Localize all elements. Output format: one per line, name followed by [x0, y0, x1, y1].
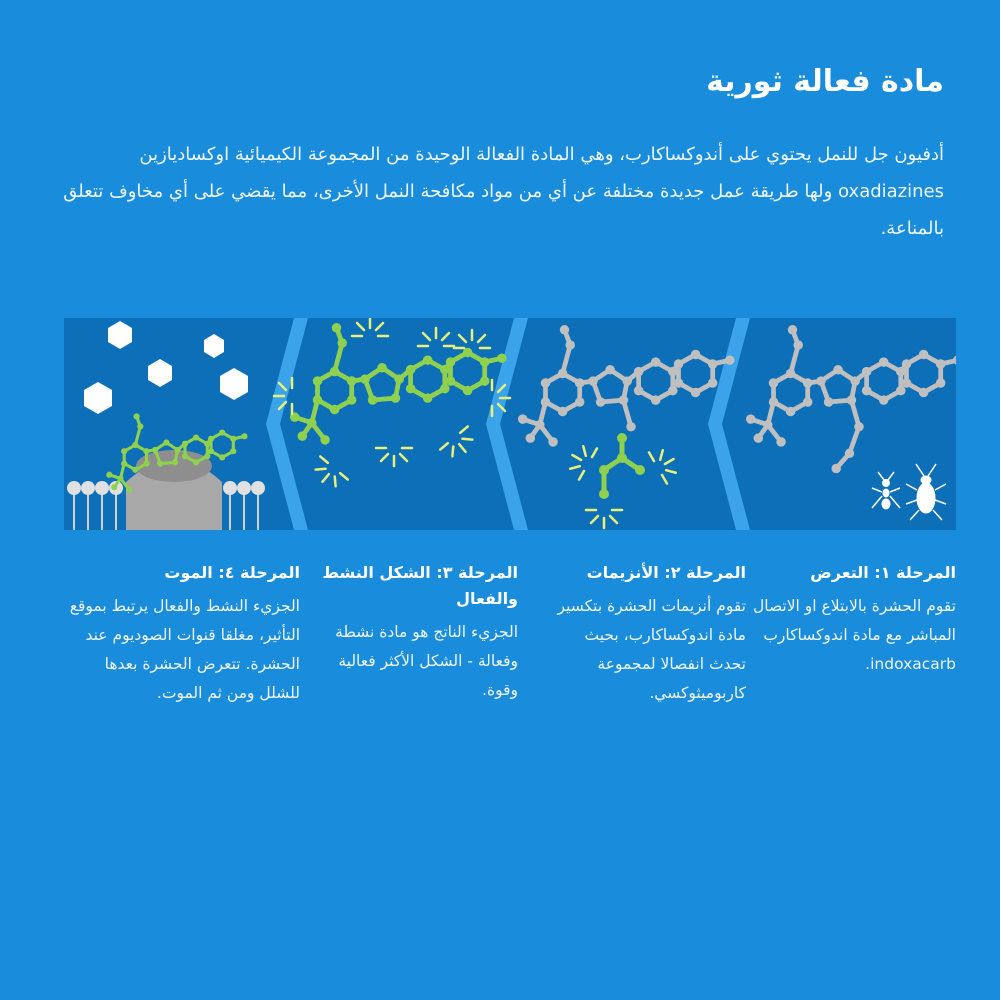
- stage-3-text: الجزيء الناتج هو مادة نشطة وفعالة - الشكل الأكثر فعالية وقوة.: [335, 623, 518, 699]
- stages-svg: [64, 318, 956, 530]
- stage-4-title: المرحلة ٤: الموت: [164, 563, 300, 582]
- stage-3-caption: [313, 560, 518, 705]
- stage-1-text: تقوم الحشرة بالابتلاع او الاتصال المباشر مع مادة اندوكساكارب indoxacarb.: [752, 597, 956, 673]
- page-title: مادة فعالة ثورية: [706, 64, 944, 99]
- stage-2-text: تقوم أنزيمات الحشرة بتكسير مادة اندوكساكارب، بحيث تحدث انفصالا لمجموعة كاربوميثوكسي.: [557, 597, 746, 702]
- stage-3-title: المرحلة ٣: الشكل النشط والفعال: [322, 563, 518, 608]
- stage-captions: [64, 560, 956, 760]
- stages-illustration: [64, 318, 956, 530]
- intro-paragraph: أدفيون جل للنمل يحتوي على أندوكساكارب، وهي المادة الفعالة الوحيدة من المجموعة الكيميائية اوكساديازين oxadiazines ولها طريقة عمل جديدة مختلفة عن أي من مواد مكافحة النمل الأخرى، مما يقضي على أي مخاوف تتعلق بالمناعة.: [63, 144, 944, 239]
- stage-2-title: المرحلة ٢: الأنزيمات: [586, 563, 746, 582]
- stage-4-text: الجزيء النشط والفعال يرتبط بموقع التأثير، مغلقا قنوات الصوديوم عند الحشرة. تتعرض الحشرة بعدها للشلل ومن ثم الموت.: [69, 597, 300, 702]
- stage-4-caption: [64, 560, 300, 708]
- stage-1-title: المرحلة ١: التعرض: [810, 563, 956, 582]
- stage-1-caption: [751, 560, 956, 679]
- stage-2-caption: [546, 560, 746, 708]
